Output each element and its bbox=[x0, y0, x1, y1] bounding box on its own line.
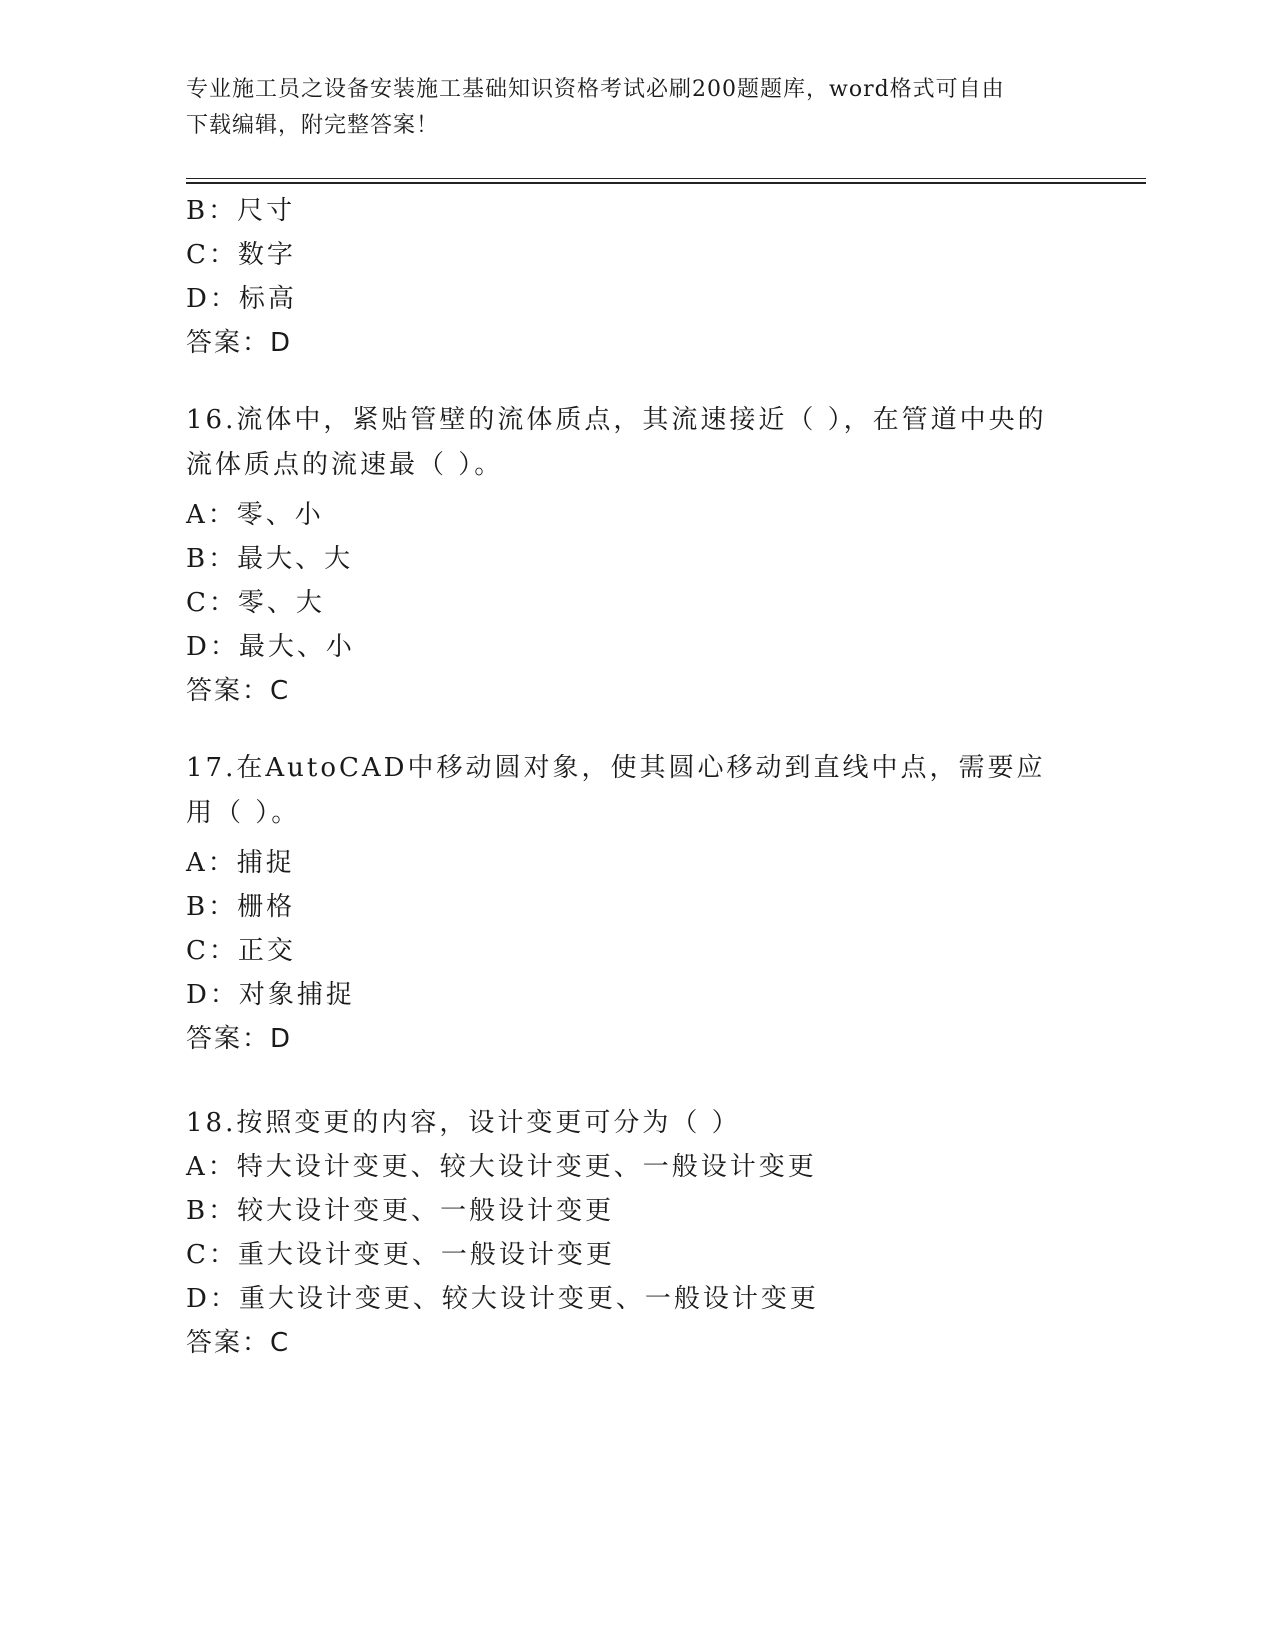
q15-answer: 答案：D bbox=[186, 328, 293, 358]
q16-question: 16.流体中，紧贴管壁的流体质点，其流速接近（ ），在管道中央的流体质点的流速最（ ）。 bbox=[186, 405, 1047, 480]
q18-option-b: B：较大设计变更、一般设计变更 bbox=[186, 1196, 615, 1226]
document-header bbox=[186, 72, 1066, 144]
q16-option-a: A：零、小 bbox=[186, 500, 324, 530]
q17-option-a: A：捕捉 bbox=[186, 848, 295, 878]
q17-question: 17.在AutoCAD中移动圆对象，使其圆心移动到直线中点，需要应用（ ）。 bbox=[186, 753, 1046, 828]
q16-option-c: C：零、大 bbox=[186, 588, 325, 618]
q15-option-d: D：标高 bbox=[186, 284, 297, 314]
q17-option-b: B：栅格 bbox=[186, 892, 296, 922]
q17-answer: 答案：D bbox=[186, 1024, 293, 1054]
q15-option-c: C：数字 bbox=[186, 240, 296, 270]
q17-option-d: D：对象捕捉 bbox=[186, 980, 355, 1010]
q16-option-d: D：最大、小 bbox=[186, 632, 355, 662]
q18-answer: 答案：C bbox=[186, 1328, 291, 1358]
q17-option-c: C：正交 bbox=[186, 936, 296, 966]
header-line-1: 专业施工员之设备安装施工基础知识资格考试必刷200题题库，word格式可自由 bbox=[186, 77, 1005, 102]
q18-question: 18.按照变更的内容，设计变更可分为（ ） bbox=[186, 1108, 741, 1138]
header-divider-thick bbox=[186, 182, 1146, 184]
q18-option-a: A：特大设计变更、较大设计变更、一般设计变更 bbox=[186, 1152, 817, 1182]
q18-option-d: D：重大设计变更、较大设计变更、一般设计变更 bbox=[186, 1284, 819, 1314]
header-line-2: 下载编辑，附完整答案！ bbox=[186, 113, 440, 138]
q15-option-b: B：尺寸 bbox=[186, 196, 296, 226]
header-divider-thin bbox=[186, 178, 1146, 179]
q16-answer: 答案：C bbox=[186, 676, 291, 706]
q18-option-c: C：重大设计变更、一般设计变更 bbox=[186, 1240, 615, 1270]
q16-option-b: B：最大、大 bbox=[186, 544, 354, 574]
